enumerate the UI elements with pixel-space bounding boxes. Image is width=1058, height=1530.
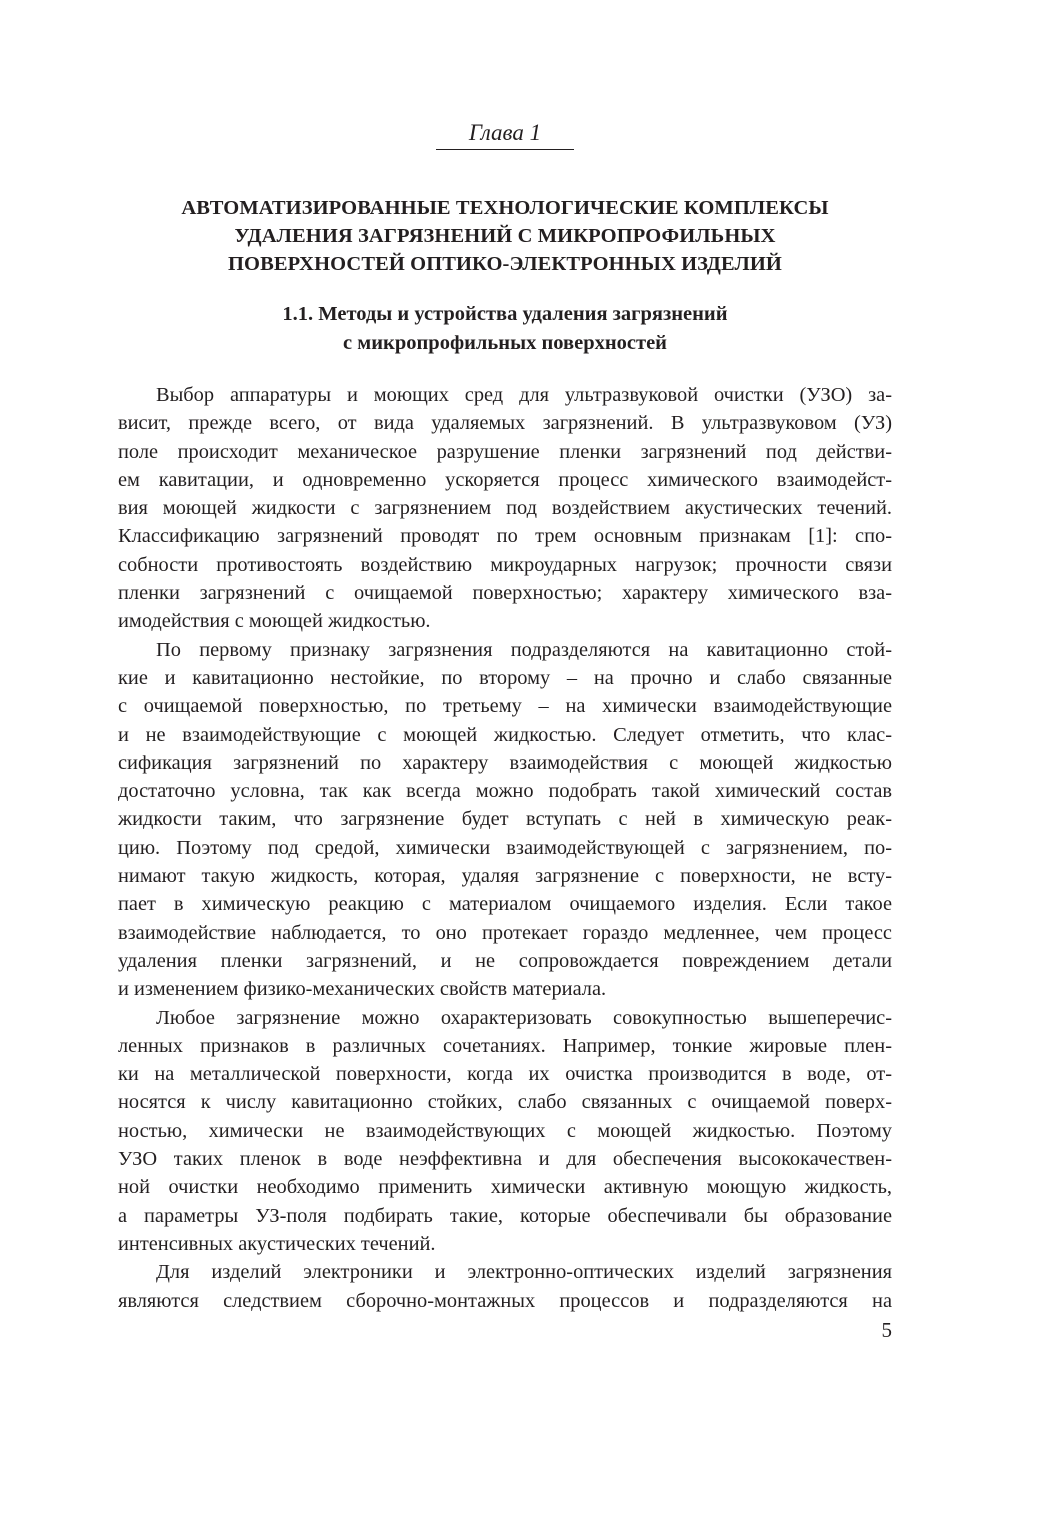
text-line: Классификацию загрязнений проводят по трем основным признакам [1]: спо- [118, 525, 892, 548]
chapter-label: Глава 1 [468, 120, 542, 145]
text-line: достаточно условна, так как всегда можно подобрать такой химический состав [118, 780, 892, 803]
chapter-title-line: ПОВЕРХНОСТЕЙ ОПТИКО-ЭЛЕКТРОННЫХ ИЗДЕЛИЙ [228, 253, 782, 275]
text-line: вия моющей жидкости с загрязнением под воздействием акустических течений. [118, 497, 892, 520]
paragraph [118, 1258, 892, 1315]
section-title-line: с микропрофильных поверхностей [343, 332, 667, 354]
text-line: а параметры УЗ-поля подбирать такие, которые обеспечивали бы образование [118, 1204, 892, 1227]
text-line: взаимодействие наблюдается, то оно протекает гораздо медленнее, чем процесс [118, 921, 892, 944]
text-line: и не взаимодействующие с моющей жидкостью. Следует отметить, что клас- [118, 723, 892, 746]
text-line: нимают такую жидкость, которая, удаляя загрязнение с поверхности, не всту- [118, 865, 892, 888]
text-line: жидкости таким, что загрязнение будет вступать с ней в химическую реак- [118, 808, 892, 831]
paragraph [118, 381, 892, 636]
text-line: и изменением физико-механических свойств материала. [118, 978, 607, 1001]
section-title-line: 1.1. Методы и устройства удаления загрязнений [282, 303, 728, 325]
text-line: имодействия с моющей жидкостью. [118, 610, 431, 633]
text-line: пает в химическую реакцию с материалом очищаемого изделия. Если такое [118, 893, 892, 916]
text-line: сификация загрязнений по характеру взаимодействия с моющей жидкостью [118, 751, 892, 774]
text-line: ки на металлической поверхности, когда их очистка производится в воде, от- [118, 1063, 892, 1086]
chapter-underline [436, 149, 574, 150]
chapter-title-line: АВТОМАТИЗИРОВАННЫЕ ТЕХНОЛОГИЧЕСКИЕ КОМПЛЕКСЫ [181, 197, 829, 219]
text-line: интенсивных акустических течений. [118, 1232, 436, 1255]
text-line: По первому признаку загрязнения подразделяются на кавитационно стой- [156, 638, 892, 661]
paragraph [118, 1004, 892, 1259]
text-line: цию. Поэтому под средой, химически взаимодействующей с загрязнением, по- [118, 836, 892, 859]
text-line: ем кавитации, и одновременно ускоряется процесс химического взаимодейст- [118, 468, 892, 491]
text-line: кие и кавитационно нестойкие, по второму – на прочно и слабо связанные [118, 666, 892, 689]
text-line: ной очистки необходимо применить химически активную моющую жидкость, [118, 1176, 892, 1199]
text-line: висит, прежде всего, от вида удаляемых загрязнений. В ультразвуковом (УЗ) [118, 412, 892, 435]
text-line: собности противостоять воздействию микроударных нагрузок; прочности связи [118, 553, 892, 576]
paragraph [118, 636, 892, 1004]
text-line: являются следствием сборочно-монтажных процессов и подразделяются на [118, 1289, 892, 1312]
text-line: пленки загрязнений с очищаемой поверхностью; характеру химического вза- [118, 582, 892, 605]
text-line: с очищаемой поверхностью, по третьему – на химически взаимодействующие [118, 695, 892, 718]
text-line: ленных признаков в различных сочетаниях. Например, тонкие жировые плен- [118, 1034, 892, 1057]
text-line: носятся к числу кавитационно стойких, слабо связанных с очищаемой поверх- [118, 1091, 892, 1114]
text-line: УЗО таких пленок в воде неэффективна и для обеспечения высококачествен- [118, 1148, 892, 1171]
page-number: 5 [881, 1318, 892, 1342]
text-line: Любое загрязнение можно охарактеризовать совокупностью вышеперечис- [156, 1006, 892, 1029]
text-line: Выбор аппаратуры и моющих сред для ультразвуковой очистки (УЗО) за- [156, 384, 892, 406]
chapter-title [100, 194, 910, 278]
text-line: поле происходит механическое разрушение пленки загрязнений под действи- [118, 440, 892, 463]
section-title [150, 300, 860, 358]
body-text [118, 381, 892, 1315]
text-line: Для изделий электроники и электронно-оптических изделий загрязнения [156, 1261, 892, 1284]
text-line: удаления пленки загрязнений, и не сопровождается повреждением детали [118, 949, 892, 972]
chapter-title-line: УДАЛЕНИЯ ЗАГРЯЗНЕНИЙ С МИКРОПРОФИЛЬНЫХ [234, 225, 776, 247]
text-line: ностью, химически не взаимодействующих с моющей жидкостью. Поэтому [118, 1119, 892, 1142]
